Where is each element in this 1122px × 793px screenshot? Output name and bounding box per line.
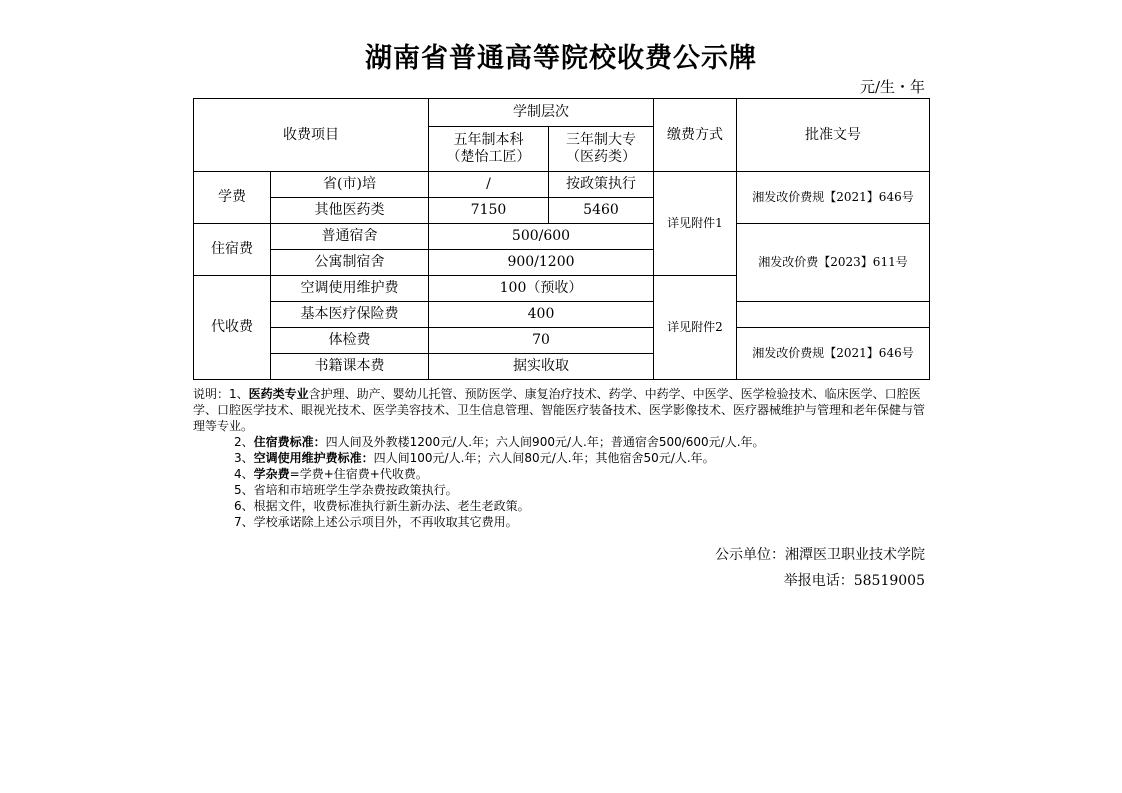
tuition-other-label: 其他医药类 [271, 198, 429, 224]
note-3-text: 四人间100元/人.年；六人间80元/人.年；其他宿舍50元/人.年。 [373, 451, 715, 465]
tuition-provincial-five: / [429, 172, 549, 198]
housing-ordinary-value: 500/600 [429, 224, 654, 250]
unit-label: 元/生・年 [859, 78, 925, 96]
tuition-other-three: 5460 [549, 198, 654, 224]
header-five-year-line1: 五年制本科 [453, 132, 524, 148]
agency-ac-label: 空调使用维护费 [271, 276, 429, 302]
header-item: 收费项目 [194, 99, 429, 172]
agency-insurance-label: 基本医疗保险费 [271, 302, 429, 328]
housing-apartment-label: 公寓制宿舍 [271, 250, 429, 276]
tuition-label: 学费 [194, 172, 271, 224]
note-2 [193, 434, 931, 450]
agency-exam-value: 70 [429, 328, 654, 354]
hotline: 举报电话：58519005 [783, 573, 925, 589]
publisher: 公示单位：湘潭医卫职业技术学院 [715, 547, 925, 563]
note-4-prefix: 4、 [234, 467, 254, 481]
approval-empty [737, 302, 930, 328]
header-approval: 批准文号 [737, 99, 930, 172]
note-7: 7、学校承诺除上述公示项目外，不再收取其它费用。 [234, 515, 518, 529]
agency-label: 代收费 [194, 276, 271, 380]
note-2-bold: 住宿费标准： [253, 435, 326, 449]
table-row [194, 328, 930, 354]
note-4 [193, 466, 931, 482]
fee-table [193, 98, 930, 380]
note-4-text: =学费+住宿费+代收费。 [289, 467, 428, 481]
note-3-prefix: 3、 [234, 451, 254, 465]
note-6: 6、根据文件，收费标准执行新生新办法、老生老政策。 [234, 499, 530, 513]
approval-tuition: 湘发改价费规【2021】646号 [737, 172, 930, 224]
header-five-year-line2: （楚怡工匠） [446, 149, 531, 165]
notes-section [193, 386, 931, 530]
note-1-prefix: 说明：1、 [193, 387, 249, 401]
header-level: 学制层次 [429, 99, 654, 127]
header-three-year [549, 127, 654, 172]
table-row [194, 172, 930, 198]
agency-ac-value: 100（预收） [429, 276, 654, 302]
note-2-prefix: 2、 [234, 435, 254, 449]
housing-ordinary-label: 普通宿舍 [271, 224, 429, 250]
agency-books-label: 书籍课本费 [271, 354, 429, 380]
housing-apartment-value: 900/1200 [429, 250, 654, 276]
agency-insurance-value: 400 [429, 302, 654, 328]
agency-books-value: 据实收取 [429, 354, 654, 380]
note-1 [193, 386, 931, 434]
tuition-provincial-label: 省(市)培 [271, 172, 429, 198]
header-payment: 缴费方式 [654, 99, 737, 172]
approval-housing: 湘发改价费【2023】611号 [737, 224, 930, 302]
housing-label: 住宿费 [194, 224, 271, 276]
note-2-text: 四人间及外教楼1200元/人.年；六人间900元/人.年；普通宿舍500/600元/人.年。 [325, 435, 765, 449]
note-3-bold: 空调使用维护费标准： [253, 451, 374, 465]
note-1-bold: 医药类专业 [248, 387, 309, 401]
note-3 [193, 450, 931, 466]
agency-exam-label: 体检费 [271, 328, 429, 354]
table-row [194, 302, 930, 328]
note-5: 5、省培和市培班学生学杂费按政策执行。 [234, 483, 458, 497]
note-4-bold: 学杂费 [253, 467, 290, 481]
payment-attachment-2: 详见附件2 [654, 276, 737, 380]
header-three-year-line1: 三年制大专 [566, 132, 636, 148]
header-three-year-line2: （医药类） [566, 149, 636, 165]
approval-agency: 湘发改价费规【2021】646号 [737, 328, 930, 380]
tuition-provincial-three: 按政策执行 [549, 172, 654, 198]
tuition-other-five: 7150 [429, 198, 549, 224]
page-title: 湖南省普通高等院校收费公示牌 [365, 43, 757, 74]
payment-attachment-1: 详见附件1 [654, 172, 737, 276]
table-header-row [194, 99, 930, 127]
header-five-year [429, 127, 549, 172]
note-1-text: 含护理、助产、婴幼儿托管、预防医学、康复治疗技术、药学、中药学、中医学、医学检验技术、临床医学、口腔医学、口腔医学技术、眼视光技术、医学美容技术、卫生信息管理、智能医疗装备技术、医学影像技术、医疗器械维护与管理和老年保健与管理等专业。 [193, 387, 926, 433]
table-row [194, 224, 930, 250]
